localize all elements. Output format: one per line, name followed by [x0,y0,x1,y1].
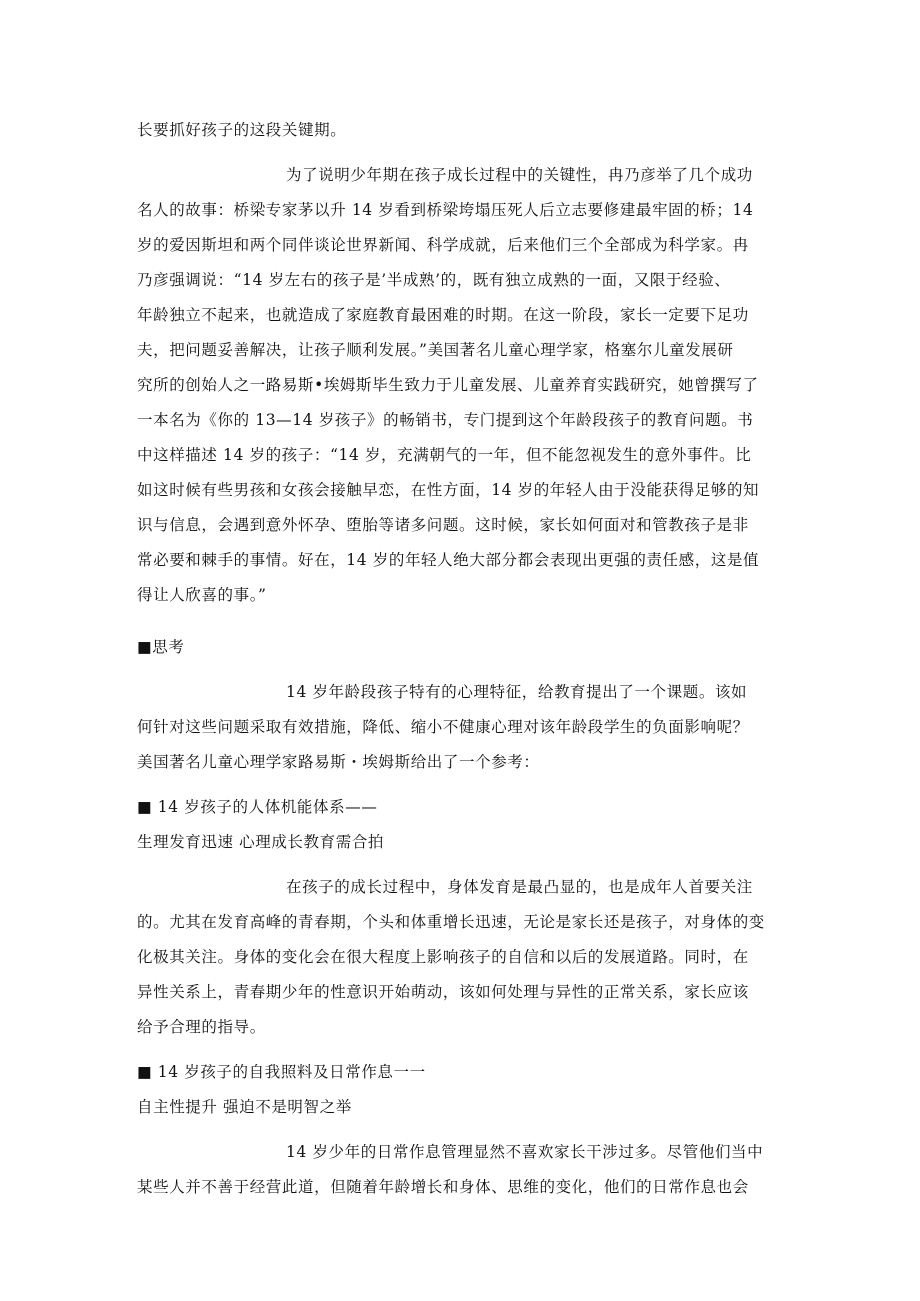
section-heading-body-system: ■ 14 岁孩子的人体机能体系—— [137,798,378,816]
text-line: 给予合理的指导。 [137,1018,266,1036]
text-line: 化极其关注。身体的变化会在很大程度上影响孩子的自信和以后的发展道路。同时，在 [137,948,749,966]
text-line: 夫，把问题妥善解决，让孩子顺利发展。”美国著名儿童心理学家，格塞尔儿童发展研 [137,341,734,359]
text-line: 识与信息，会遇到意外怀孕、堕胎等诸多问题。这时候，家长如何面对和管教孩子是非 [137,516,749,534]
text-line: 何针对这些问题采取有效措施，降低、缩小不健康心理对该年龄段学生的负面影响呢？ [137,718,749,736]
text-line: 乃彦强调说：“14 岁左右的孩子是’半成熟’的，既有独立成熟的一面，又限于经验、 [137,271,731,289]
text-line: 某些人并不善于经营此道，但随着年龄增长和身体、思维的变化，他们的日常作息也会 [137,1178,749,1196]
text-line: 常必要和棘手的事情。好在，14 岁的年轻人绝大部分都会表现出更强的责任感，这是值 [137,551,760,569]
text-line: 得让人欣喜的事。” [137,586,267,604]
text-line: 中这样描述 14 岁的孩子：“14 岁，充满朝气的一年，但不能忽视发生的意外事件。比 [137,446,752,464]
text-line: 名人的故事：桥梁专家茅以升 14 岁看到桥梁垮塌压死人后立志要修建最牢固的桥；14 [137,201,754,219]
text-line: 在孩子的成长过程中，身体发育是最凸显的，也是成年人首要关注 [286,878,753,896]
text-line: 岁的爱因斯坦和两个同伴谈论世界新闻、科学成就，后来他们三个全部成为科学家。冉 [137,236,749,254]
section-heading-thinking: ■思考 [137,638,185,656]
subheading-line: 生理发育迅速 心理成长教育需合拍 [137,833,385,851]
text-line: 一本名为《你的 13—14 岁孩子》的畅销书，专门提到这个年龄段孩子的教育问题。书 [137,411,754,429]
subheading-line: 自主性提升 强迫不是明智之举 [137,1098,352,1116]
text-line: 14 岁年龄段孩子特有的心理特征，给教育提出了一个课题。该如 [286,683,748,701]
text-line: 如这时候有些男孩和女孩会接触早恋，在性方面，14 岁的年轻人由于没能获得足够的知 [137,481,760,499]
text-line: 异性关系上，青春期少年的性意识开始萌动，该如何处理与异性的正常关系，家长应该 [137,983,749,1001]
text-line: 年龄独立不起来，也就造成了家庭教育最困难的时期。在这一阶段，家长一定要下足功 [137,306,749,324]
text-line: 为了说明少年期在孩子成长过程中的关键性，冉乃彦举了几个成功 [286,166,753,184]
text-line: 的。尤其在发育高峰的青春期，个头和体重增长迅速，无论是家长还是孩子，对身体的变 [137,913,765,931]
text-line: 美国著名儿童心理学家路易斯・埃姆斯给出了一个参考： [137,753,540,771]
text-line: 长要抓好孩子的这段关键期。 [137,121,347,139]
section-heading-self-care: ■ 14 岁孩子的自我照料及日常作息一一 [137,1063,426,1081]
text-line: 究所的创始人之一路易斯•埃姆斯毕生致力于儿童发展、儿童养育实践研究，她曾撰写了 [137,376,759,394]
text-line: 14 岁少年的日常作息管理显然不喜欢家长干涉过多。尽管他们当中 [286,1143,764,1161]
